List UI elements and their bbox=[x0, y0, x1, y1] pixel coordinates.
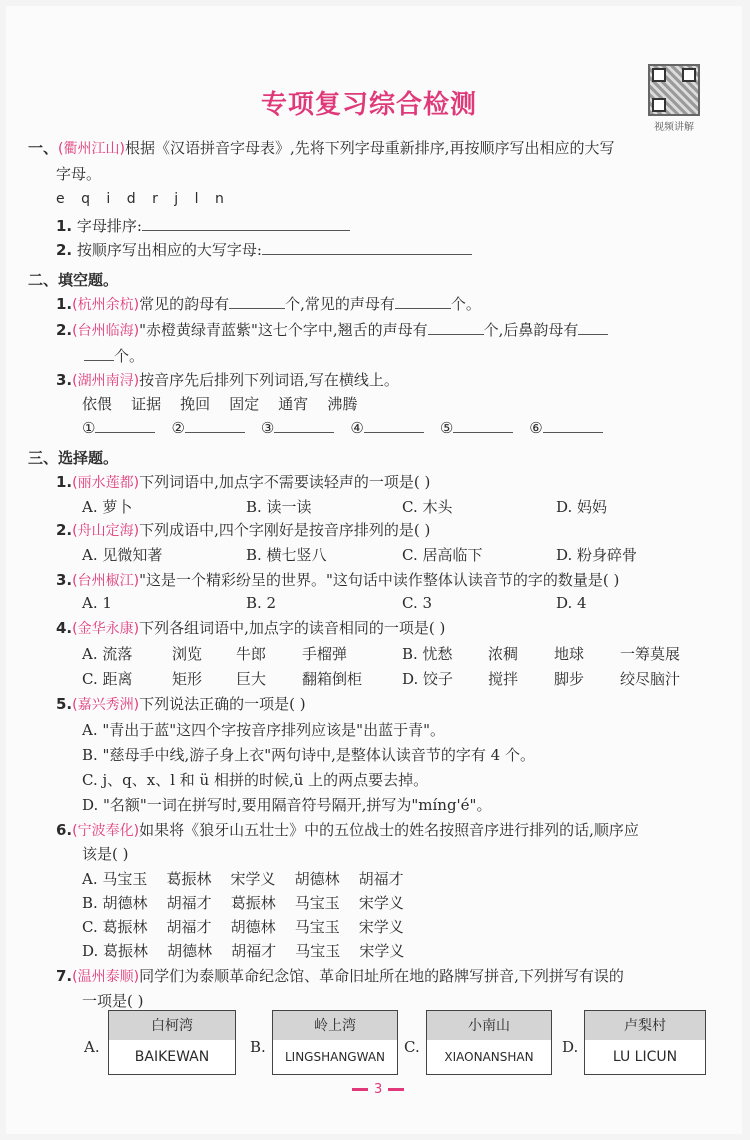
option-word: 浓稠 bbox=[488, 645, 519, 663]
option-word: 巨大 bbox=[236, 670, 267, 688]
item-text: 如果将《狼牙山五壮士》中的五位战士的姓名按照音序进行排列的话,顺序应 bbox=[139, 821, 639, 839]
item-text: "这是一个精彩纷呈的世界。"这句话中读作整体认读音节的字的数量是( ) bbox=[139, 571, 620, 589]
region-tag: (丽水莲都) bbox=[72, 475, 140, 491]
item-text: "赤橙黄绿青蓝紫"这七个字中,翘舌的声母有 bbox=[139, 321, 428, 339]
region-tag: (嘉兴秀洲) bbox=[72, 697, 140, 713]
s3-item-6-cont: 该是( ) bbox=[82, 845, 129, 863]
s2-item-2-cont bbox=[84, 346, 144, 366]
s3-item-2 bbox=[56, 520, 430, 541]
sign-hanzi: 卢梨村 bbox=[584, 1010, 706, 1042]
item-text: 常见的韵母有 bbox=[139, 295, 230, 313]
option-c[interactable]: C. 3 bbox=[402, 594, 433, 612]
section-1-text: 根据《汉语拼音字母表》,先将下列字母重新排序,再按顺序写出相应的大写 bbox=[124, 139, 615, 157]
option-b[interactable]: B. 横七竖八 bbox=[246, 546, 327, 564]
item-text: 个。 bbox=[450, 295, 481, 313]
item-number: 7. bbox=[56, 967, 73, 985]
option-d[interactable]: D. "名额"一词在拼写时,要用隔音符号隔开,拼写为"míng'é"。 bbox=[82, 796, 492, 814]
section-2-heading: 二、填空题。 bbox=[28, 271, 119, 289]
sign-pinyin: XIAONANSHAN bbox=[426, 1040, 552, 1075]
answer-blank[interactable] bbox=[453, 418, 513, 433]
region-tag: (舟山定海) bbox=[72, 523, 140, 539]
page-number: 3 bbox=[374, 1082, 383, 1097]
item-text: 下列各组词语中,加点字的读音相同的一项是( ) bbox=[139, 619, 446, 637]
option-d[interactable]: D. 粉身碎骨 bbox=[556, 546, 638, 564]
option-a[interactable]: A. 流落 bbox=[82, 645, 133, 663]
answer-blank[interactable] bbox=[84, 346, 114, 361]
sign-pinyin: LU LICUN bbox=[584, 1040, 706, 1075]
slot-number: ③ bbox=[260, 419, 275, 437]
s3-item-7-cont: 一项是( ) bbox=[82, 992, 144, 1010]
option-c[interactable]: C. 居高临下 bbox=[402, 546, 483, 564]
slot-number: ② bbox=[171, 419, 185, 437]
item-number: 3. bbox=[56, 371, 73, 389]
option-c[interactable]: C. j、q、x、l 和 ü 相拼的时候,ü 上的两点要去掉。 bbox=[82, 771, 429, 789]
qr-code-icon[interactable] bbox=[648, 64, 700, 116]
item-text: 个,后鼻韵母有 bbox=[483, 321, 579, 339]
region-tag: (台州椒江) bbox=[72, 573, 140, 589]
page-title: 专项复习综合检测 bbox=[261, 90, 478, 120]
option-c[interactable]: C. 距离 bbox=[82, 670, 133, 688]
s2-item-1 bbox=[56, 294, 481, 315]
option-a[interactable]: A. 见微知著 bbox=[82, 546, 163, 564]
region-tag: (台州临海) bbox=[72, 323, 140, 339]
answer-blank[interactable] bbox=[142, 216, 350, 231]
item-text: 下列说法正确的一项是( ) bbox=[139, 695, 306, 713]
option-b[interactable]: B. 忧愁 bbox=[402, 645, 453, 663]
region-tag: (湖州南浔) bbox=[72, 373, 140, 389]
region-tag: (衢州江山) bbox=[58, 141, 125, 157]
answer-blank[interactable] bbox=[274, 418, 334, 433]
answer-blank[interactable] bbox=[543, 418, 603, 433]
region-tag: (杭州余杭) bbox=[72, 297, 140, 313]
section-1-question bbox=[28, 138, 615, 159]
sign-hanzi: 岭上湾 bbox=[272, 1010, 398, 1042]
s3-item-7 bbox=[56, 966, 624, 987]
option-word: 脚步 bbox=[554, 670, 585, 688]
section-1-text-cont: 字母。 bbox=[56, 165, 102, 183]
sign-hanzi: 小南山 bbox=[426, 1010, 552, 1042]
sign-pinyin: BAIKEWAN bbox=[108, 1040, 236, 1075]
option-a[interactable]: A. 萝卜 bbox=[82, 498, 133, 516]
s1-item-1 bbox=[56, 216, 350, 236]
answer-slots bbox=[82, 418, 603, 438]
sign-hanzi: 白柯湾 bbox=[108, 1010, 236, 1042]
s2-item-3 bbox=[56, 370, 399, 391]
slot-number: ⑤ bbox=[439, 419, 454, 437]
s3-item-4 bbox=[56, 618, 445, 639]
option-word: 牛郎 bbox=[236, 645, 267, 663]
s3-item-5 bbox=[56, 694, 306, 715]
option-a[interactable]: A. 马宝玉 葛振林 宋学义 胡德林 胡福才 bbox=[82, 870, 404, 888]
dash-decoration bbox=[352, 1088, 368, 1091]
option-word: 一筹莫展 bbox=[620, 645, 681, 663]
option-d[interactable]: D. 4 bbox=[556, 594, 587, 612]
option-word: 翻箱倒柜 bbox=[302, 670, 363, 688]
option-d[interactable]: D. 葛振林 胡德林 胡福才 马宝玉 宋学义 bbox=[82, 942, 405, 960]
sign-option-letter[interactable]: B. bbox=[250, 1038, 266, 1056]
item-number: 1. bbox=[56, 473, 73, 491]
sign-option-letter[interactable]: A. bbox=[84, 1038, 100, 1056]
section-3-heading: 三、选择题。 bbox=[28, 449, 119, 467]
item-text: 同学们为泰顺革命纪念馆、革命旧址所在地的路牌写拼音,下列拼写有误的 bbox=[139, 967, 624, 985]
option-word: 浏览 bbox=[172, 645, 203, 663]
option-d[interactable]: D. 饺子 bbox=[402, 670, 454, 688]
item-number: 2. bbox=[56, 241, 73, 259]
item-number: 2. bbox=[56, 521, 73, 539]
item-text: 字母排序: bbox=[76, 217, 142, 235]
s3-item-1 bbox=[56, 472, 430, 493]
s3-item-3 bbox=[56, 570, 619, 591]
option-b[interactable]: B. "慈母手中线,游子身上衣"两句诗中,是整体认读音节的字有 4 个。 bbox=[82, 746, 535, 764]
option-b[interactable]: B. 读一读 bbox=[246, 498, 312, 516]
qr-label: 视频讲解 bbox=[654, 122, 694, 133]
item-number: 2. bbox=[56, 321, 73, 339]
sign-pinyin: LINGSHANGWAN bbox=[272, 1040, 398, 1075]
option-c[interactable]: C. 木头 bbox=[402, 498, 453, 516]
word-list: 依偎 证据 挽回 固定 通宵 沸腾 bbox=[82, 395, 358, 413]
region-tag: (温州泰顺) bbox=[72, 969, 140, 985]
option-d[interactable]: D. 妈妈 bbox=[556, 498, 608, 516]
letters-list: e q i d r j l n bbox=[56, 191, 230, 207]
worksheet-page bbox=[6, 6, 742, 1134]
item-number: 1. bbox=[56, 217, 73, 235]
item-number: 1. bbox=[56, 295, 73, 313]
item-text: 个,常见的声母有 bbox=[285, 295, 395, 313]
option-word: 手榴弹 bbox=[302, 645, 348, 663]
item-text: 下列成语中,四个字刚好是按音序排列的是( ) bbox=[139, 521, 431, 539]
page-footer bbox=[346, 1082, 410, 1097]
answer-blank[interactable] bbox=[395, 294, 451, 309]
answer-blank[interactable] bbox=[364, 418, 424, 433]
option-word: 搅拌 bbox=[488, 670, 519, 688]
answer-blank[interactable] bbox=[185, 418, 245, 433]
item-number: 6. bbox=[56, 821, 73, 839]
option-word: 矩形 bbox=[172, 670, 203, 688]
answer-blank[interactable] bbox=[428, 320, 484, 335]
item-text: 按音序先后排列下列词语,写在横线上。 bbox=[139, 371, 399, 389]
option-a[interactable]: A. 1 bbox=[82, 594, 112, 612]
region-tag: (宁波奉化) bbox=[72, 823, 140, 839]
s1-item-2 bbox=[56, 240, 472, 260]
sign-option-letter[interactable]: C. bbox=[404, 1038, 420, 1056]
item-number: 3. bbox=[56, 571, 73, 589]
item-number: 4. bbox=[56, 619, 73, 637]
slot-number: ⑥ bbox=[529, 419, 543, 437]
s2-item-2 bbox=[56, 320, 608, 341]
option-b[interactable]: B. 胡德林 胡福才 葛振林 马宝玉 宋学义 bbox=[82, 894, 404, 912]
item-text: 下列词语中,加点字不需要读轻声的一项是( ) bbox=[139, 473, 431, 491]
item-text: 按顺序写出相应的大写字母: bbox=[76, 241, 262, 259]
s3-item-6 bbox=[56, 820, 639, 841]
option-word: 地球 bbox=[554, 645, 585, 663]
option-b[interactable]: B. 2 bbox=[246, 594, 277, 612]
slot-number: ④ bbox=[350, 419, 364, 437]
item-text: 个。 bbox=[114, 347, 145, 365]
answer-blank[interactable] bbox=[262, 240, 472, 255]
sign-option-letter[interactable]: D. bbox=[562, 1038, 579, 1056]
answer-blank[interactable] bbox=[229, 294, 285, 309]
answer-blank[interactable] bbox=[578, 320, 608, 335]
option-word: 绞尽脑汁 bbox=[620, 670, 681, 688]
option-c[interactable]: C. 葛振林 胡福才 胡德林 马宝玉 宋学义 bbox=[82, 918, 404, 936]
answer-blank[interactable] bbox=[95, 418, 155, 433]
slot-number: ① bbox=[82, 419, 96, 437]
dash-decoration bbox=[388, 1088, 404, 1091]
region-tag: (金华永康) bbox=[72, 621, 140, 637]
item-number: 5. bbox=[56, 695, 73, 713]
section-1-heading: 一、 bbox=[28, 139, 59, 157]
option-a[interactable]: A. "青出于蓝"这四个字按音序排列应该是"出蓝于青"。 bbox=[82, 721, 445, 739]
